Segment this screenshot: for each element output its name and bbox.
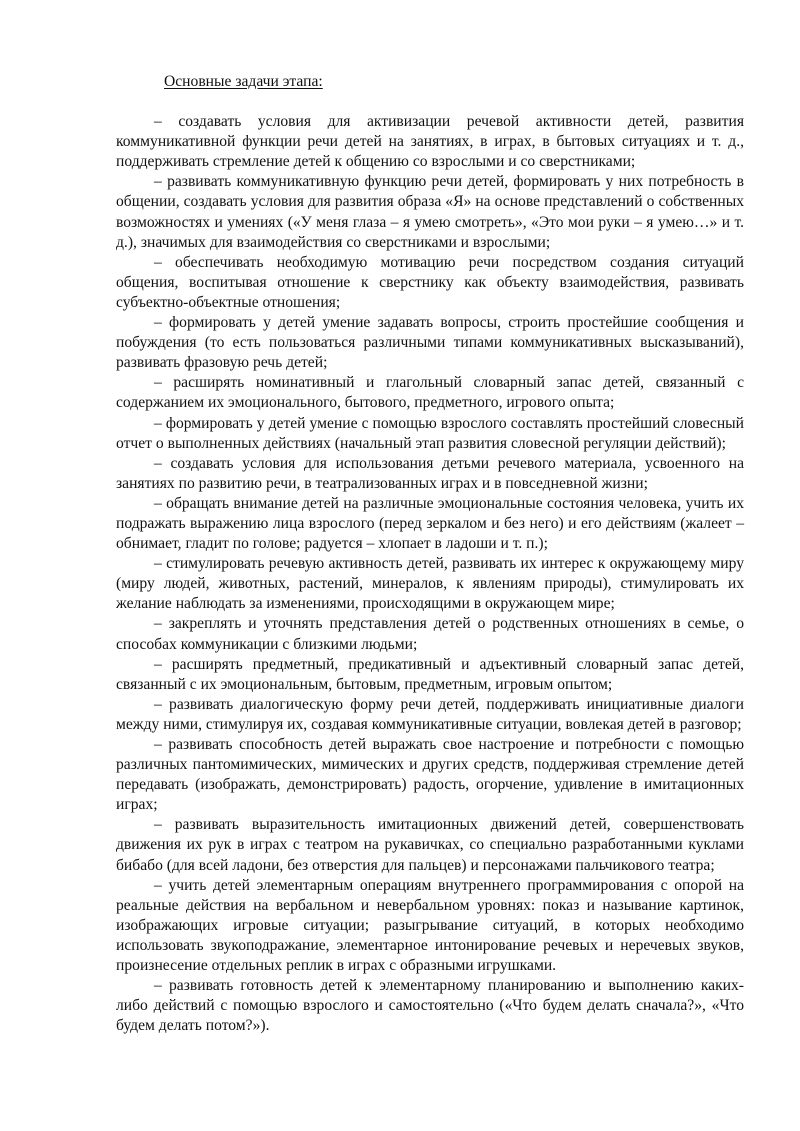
task-item-12: – развивать диалогическую форму речи детей, поддерживать инициативные диалоги между ними, стимулируя их, создавая коммуникативные ситуации, вовлекая детей в разговор; (116, 695, 744, 733)
task-item-9: – стимулировать речевую активность детей, развивать их интерес к окружающему миру (миру людей, животных, растений, минералов, к явлениям природы), стимулировать их желание наблюдать за изменениями, происходящими в окружающем мире; (116, 555, 744, 613)
task-item-5: – расширять номинативный и глагольный словарный запас детей, связанный с содержанием их эмоционального, бытового, предметного, игрового опыта; (116, 374, 744, 412)
task-item-13: – развивать способность детей выражать свое настроение и потребности с помощью различных пантомимических, мимических и других средств, поддерживая стремление детей передавать (изображать, демонстрировать) радость, огорчение, удивление в имитационных играх; (116, 736, 744, 814)
task-item-4: – формировать у детей умение задавать вопросы, строить простейшие сообщения и побуждения (то есть пользоваться различными типами коммуникативных высказываний), развивать фразовую речь детей; (116, 314, 744, 372)
section-heading-text: Основные задачи этапа (164, 73, 319, 90)
task-item-14: – развивать выразительность имитационных движений детей, совершенствовать движения их рук в играх с театром на рукавичках, со специально разработанными куклами бибабо (для всей ладони, без отверстия для пальцев) и персонажами пальчикового театра; (116, 816, 744, 874)
task-item-11: – расширять предметный, предикативный и адъективный словарный запас детей, связанный с их эмоциональным, бытовым, предметным, игровым опытом; (116, 655, 744, 693)
task-item-2: – развивать коммуникативную функцию речи детей, формировать у них потребность в общении, создавать условия для развития образа «Я» на основе представлений о собственных возможностях и умениях («У меня глаза – я умею смотреть», «Это мои руки – я умею…» и т. д.), значимых для взаимодействия со сверстниками и взрослыми; (116, 173, 744, 251)
task-item-16: – развивать готовность детей к элементарному планированию и выполнению каких-либо действий с помощью взрослого и самостоятельно («Что будем делать сначала?», «Что будем делать потом?»). (116, 977, 744, 1035)
task-item-6: – формировать у детей умение с помощью взрослого составлять простейший словесный отчет о выполненных действиях (начальный этап развития словесной регуляции действий); (116, 414, 744, 452)
task-item-7: – создавать условия для использования детьми речевого материала, усвоенного на занятиях по развитию речи, в театрализованных играх и в повседневной жизни; (116, 454, 744, 492)
section-heading-colon: : (318, 73, 323, 90)
task-item-3: – обеспечивать необходимую мотивацию речи посредством создания ситуаций общения, воспитывая отношение к сверстнику как объекту взаимодействия, развивать субъектно-объектные отношения; (116, 253, 744, 311)
task-item-15: – учить детей элементарным операциям внутреннего программирования с опорой на реальные действия на вербальном и невербальном уровнях: показ и называние картинок, изображающих игровые ситуации; разыгрывание ситуаций, в которых необходимо использовать звукоподражание, элементарное интонирование речевых и неречевых звуков, произнесение отдельных реплик в играх с образными игрушками. (116, 876, 744, 975)
section-heading (164, 72, 744, 92)
task-item-1: – создавать условия для активизации речевой активности детей, развития коммуникативной функции речи детей на занятиях, в играх, в бытовых ситуациях и т. д., поддерживать стремление детей к общению со взрослыми и со сверстниками; (116, 113, 744, 171)
task-item-8: – обращать внимание детей на различные эмоциональные состояния человека, учить их подражать выражению лица взрослого (перед зеркалом и без него) и его действиям (жалеет – обнимает, гладит по голове; радуется – хлопает в ладоши и т. п.); (116, 494, 744, 553)
task-item-10: – закреплять и уточнять представления детей о родственных отношениях в семье, о способах коммуникации с близкими людьми; (116, 615, 744, 653)
document-page (116, 70, 744, 1036)
